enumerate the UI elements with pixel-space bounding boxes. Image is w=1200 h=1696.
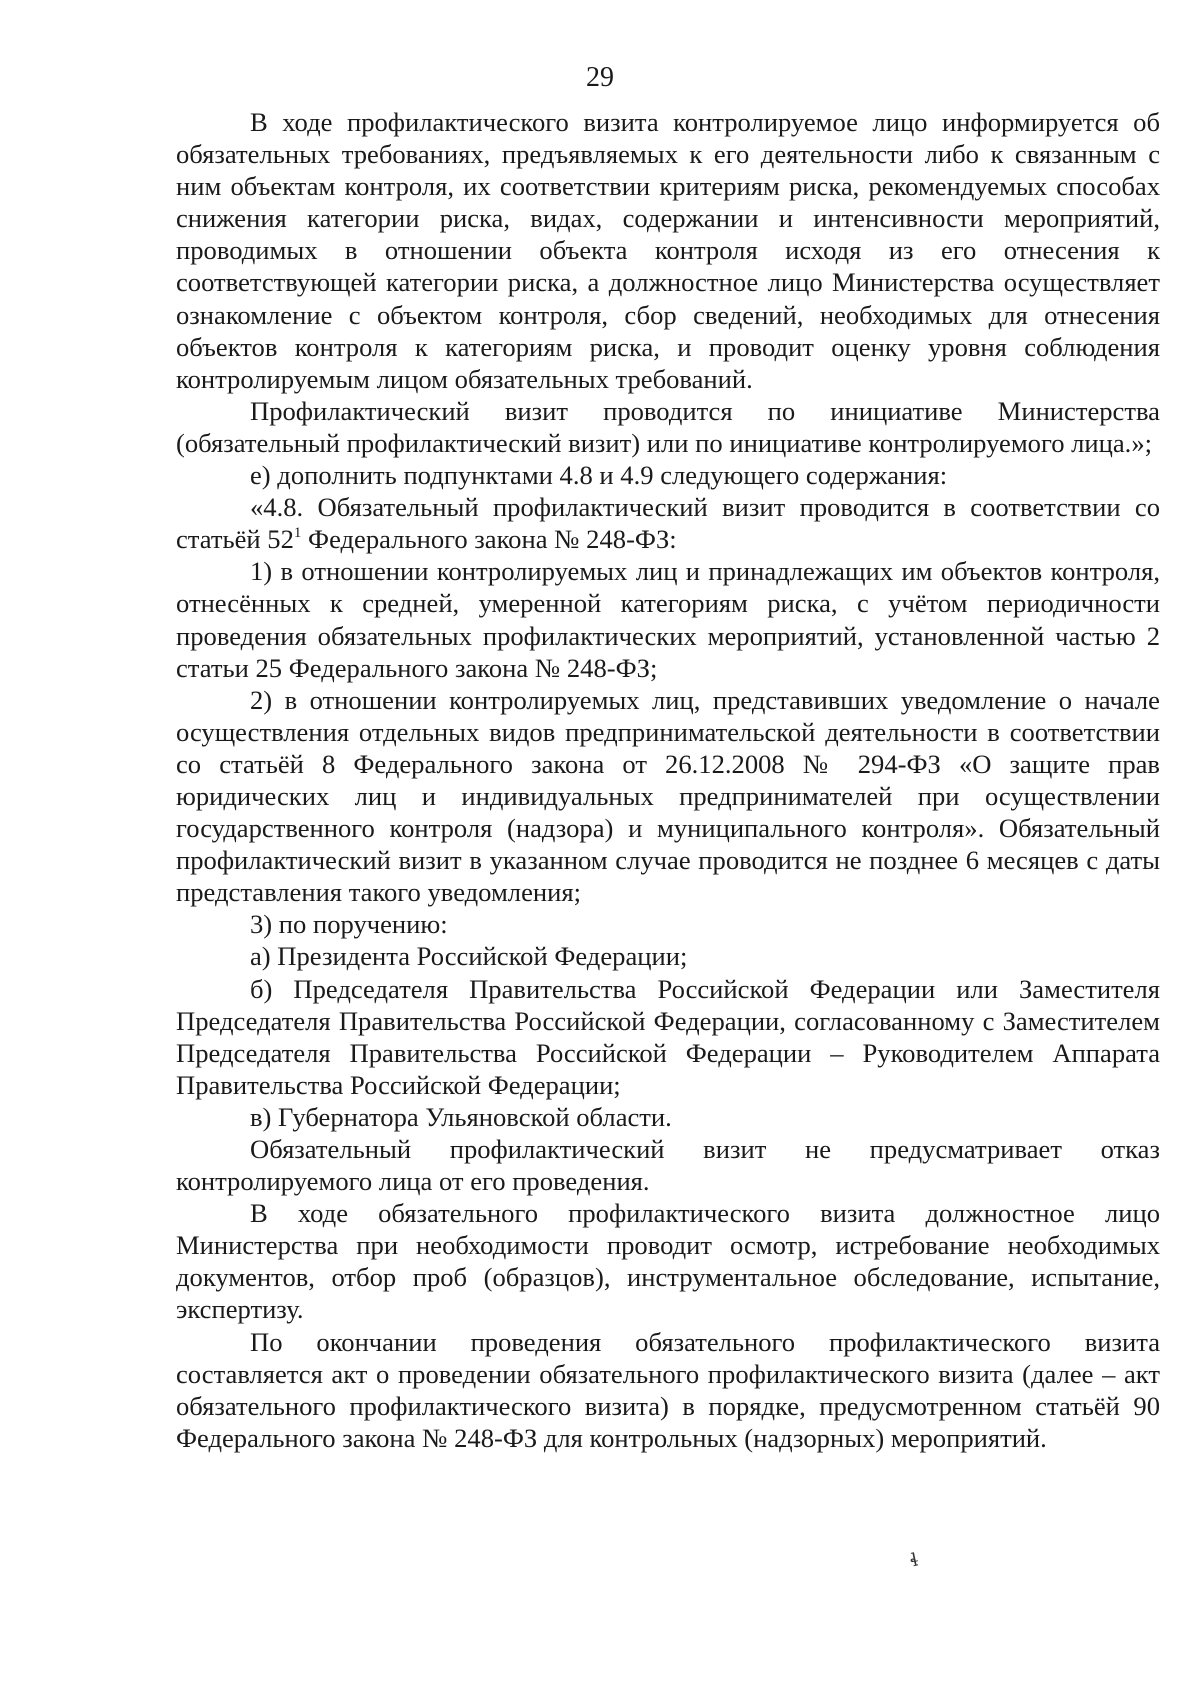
paragraph-subitem-v: в) Губернатора Ульяновской области. — [250, 1101, 672, 1132]
paragraph-subitem-2: 2) в отношении контролируемых лиц, представивших уведомление о начале осуществления отдельных видов предпринимательской деятельности в соответствии со статьёй 8 Федерального закона от 26.12.2008 № 294-ФЗ «О защите прав юридических лиц и индивидуальных предпринимателей при осуществлении государственного контроля (надзора) и муниципального контроля». Обязательный профилактический визит в указанном случае проводится не позднее 6 месяцев с даты представления такого уведомления; — [176, 684, 1160, 908]
article-superscript: 1 — [293, 525, 302, 542]
paragraph-amendment-e: е) дополнить подпунктами 4.8 и 4.9 следующего содержания: — [250, 460, 948, 491]
paragraph-subitem-a: а) Президента Российской Федерации; — [250, 941, 688, 972]
paragraph-no-refusal: Обязательный профилактический визит не предусматривает отказ контролируемого лица от его проведения. — [176, 1134, 1160, 1197]
paragraph-subitem-1: 1) в отношении контролируемых лиц и принадлежащих им объектов контроля, отнесённых к средней, умеренной категориям риска, с учётом периодичности проведения обязательных профилактических мероприятий, установленной частью 2 статьи 25 Федерального закона № 248-ФЗ; — [176, 556, 1160, 683]
paragraph-visit-act: По окончании проведения обязательного профилактического визита составляется акт о проведении обязательного профилактического визита (далее – акт обязательного профилактического визита) в порядке, предусмотренном статьёй 90 Федерального закона № 248-ФЗ для контрольных (надзорных) мероприятий. — [176, 1326, 1160, 1453]
paragraph-subitem-3: 3) по поручению: — [250, 909, 448, 940]
paragraph-visit-info: В ходе профилактического визита контролируемое лицо информируется об обязательных требованиях, предъявляемых к его деятельности либо к связанным с ним объектам контроля, их соответствии критериям риска, рекомендуемых способах снижения категории риска, видах, содержании и интенсивности мероприятий, проводимых в отношении объекта контроля исходя из его отнесения к соответствующей категории риска, а должностное лицо Министерства осуществляет ознакомление с объектом контроля, сбор сведений, необходимых для отнесения объектов контроля к категориям риска, и проводит оценку уровня соблюдения контролируемым лицом обязательных требований. — [176, 107, 1160, 394]
item-4-8-text-end: Федерального закона № 248-ФЗ: — [301, 524, 677, 555]
paragraph-item-4-8 — [176, 491, 1160, 555]
page-number: 29 — [586, 62, 614, 93]
document-body — [176, 106, 1160, 1454]
handwritten-initials: ɬ — [907, 1549, 921, 1572]
item-4-8-text-start: «4.8. Обязательный профилактический визит проводится в соответствии со статьёй 52 — [176, 492, 1160, 555]
paragraph-visit-initiative: Профилактический визит проводится по инициативе Министерства (обязательный профилактический визит) или по инициативе контролируемого лица.»; — [176, 395, 1160, 458]
paragraph-inspection-actions: В ходе обязательного профилактического визита должностное лицо Министерства при необходимости проводит осмотр, истребование необходимых документов, отбор проб (образцов), инструментальное обследование, испытание, экспертизу. — [176, 1198, 1160, 1325]
paragraph-subitem-b: б) Председателя Правительства Российской Федерации или Заместителя Председателя Правительства Российской Федерации, согласованному с Заместителем Председателя Правительства Российской Федерации – Руководителем Аппарата Правительства Российской Федерации; — [176, 973, 1160, 1100]
